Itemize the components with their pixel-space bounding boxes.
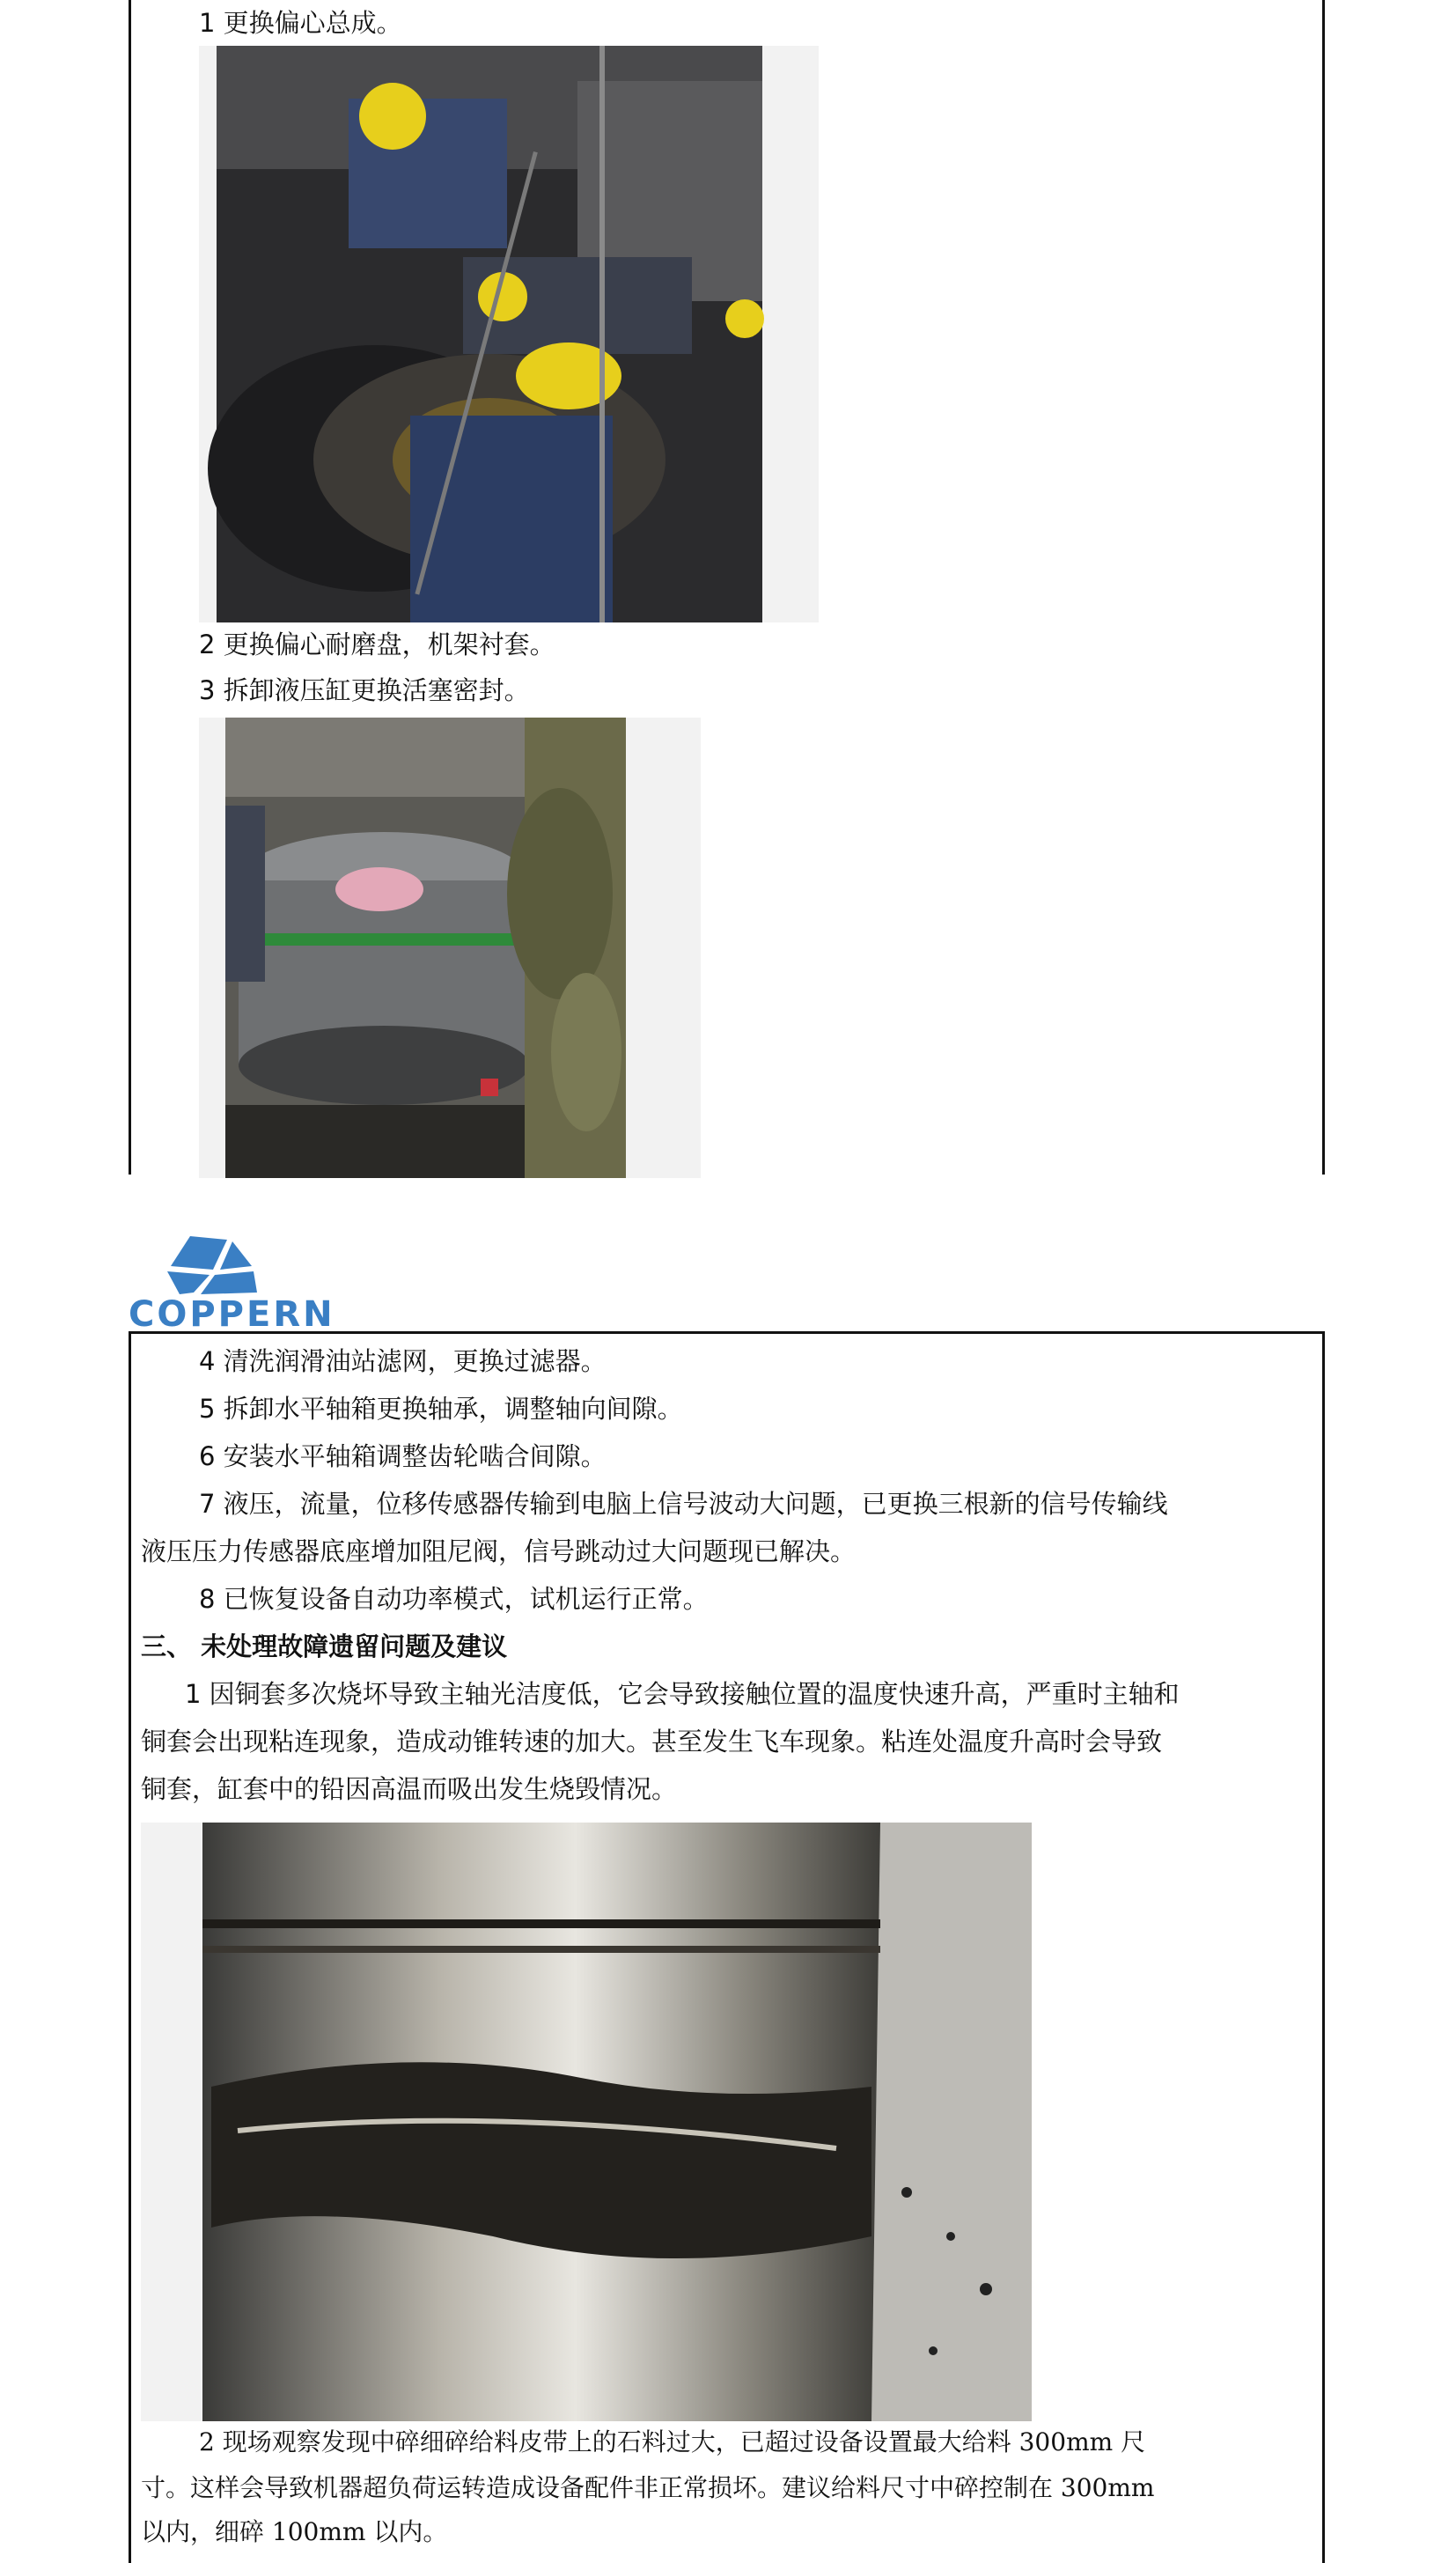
- issue-2-line1: 2 现场观察发现中碎细碎给料皮带上的石料过大，已超过设备设置最大给料 300mm 尺: [199, 2427, 1146, 2456]
- photo-eccentric-assembly: [199, 46, 819, 622]
- item-5-text: 5 拆卸水平轴箱更换轴承，调整轴向间隙。: [199, 1394, 683, 1424]
- section-3-heading: 三、 未处理故障遗留问题及建议: [141, 1631, 508, 1661]
- issue-1-line1: 1 因铜套多次烧坏导致主轴光洁度低，它会导致接触位置的温度快速升高，严重时主轴和: [185, 1679, 1180, 1709]
- item-7-text-line2: 液压压力传感器底座增加阻尼阀，信号跳动过大问题现已解决。: [141, 1536, 857, 1566]
- item-6-text: 6 安装水平轴箱调整齿轮啮合间隙。: [199, 1441, 607, 1471]
- brand-name: COPPERN: [129, 1294, 335, 1335]
- item-8-text: 8 已恢复设备自动功率模式，试机运行正常。: [199, 1584, 709, 1614]
- item-4-text: 4 清洗润滑油站滤网，更换过滤器。: [199, 1346, 607, 1376]
- issue-2-line2: 寸。这样会导致机器超负荷运转造成设备配件非正常损坏。建议给料尺寸中碎控制在 300mm: [141, 2473, 1155, 2502]
- issue-1-line3: 铜套，缸套中的铅因高温而吸出发生烧毁情况。: [141, 1774, 678, 1804]
- issue-2-line3: 以内，细碎 100mm 以内。: [141, 2517, 448, 2546]
- item-1-text: 1 更换偏心总成。: [199, 8, 402, 38]
- item-7-text-line1: 7 液压，流量，位移传感器传输到电脑上信号波动大问题，已更换三根新的信号传输线: [199, 1489, 1168, 1519]
- photo-hydraulic-cylinder: [199, 718, 701, 1178]
- photo-damaged-main-shaft: [141, 1823, 1032, 2421]
- issue-1-line2: 铜套会出现粘连现象，造成动锥转速的加大。甚至发生飞车现象。粘连处温度升高时会导致: [141, 1727, 1163, 1757]
- item-3-text: 3 拆卸液压缸更换活塞密封。: [199, 675, 530, 705]
- item-2-text: 2 更换偏心耐磨盘，机架衬套。: [199, 630, 555, 659]
